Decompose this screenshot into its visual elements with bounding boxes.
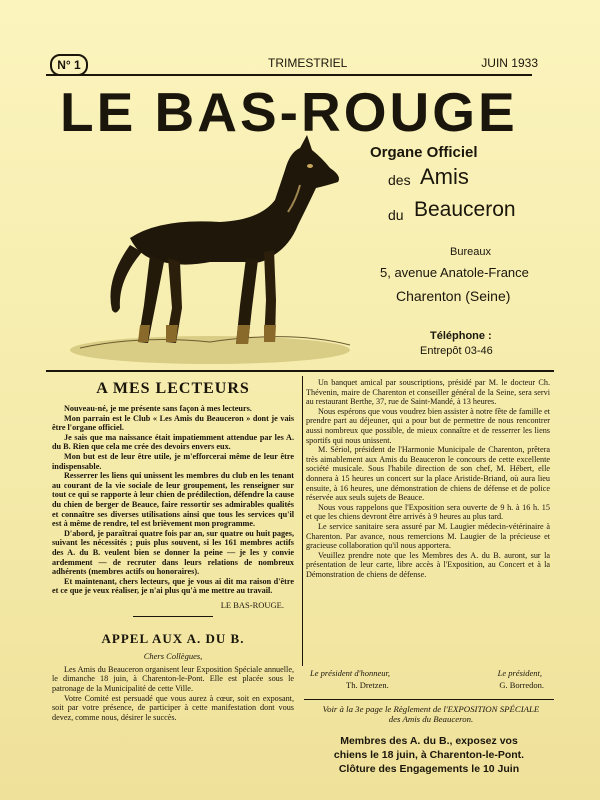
organ-des: des	[388, 172, 411, 188]
periodicity: TRIMESTRIEL	[268, 56, 348, 70]
right-column	[306, 378, 550, 579]
honorary-president-label: Le président d'honneur,	[310, 668, 390, 678]
phone-label: Téléphone :	[430, 330, 492, 342]
phone-value: Entrepôt 03-46	[420, 345, 493, 357]
continued-paragraph: Le service sanitaire sera assuré par M. Laugier médecin-vétérinaire à Charenton. Par avance, nous remercions M. Laugier de la précieuse et gracieuse collaboration qu'il nous apportera.	[306, 521, 550, 551]
beauceron-dog-illustration	[60, 130, 360, 370]
president-name: G. Borredon.	[499, 680, 544, 690]
appeal-title: APPEL AUX A. DU B.	[101, 630, 245, 646]
appeal-paragraph: Votre Comité est persuadé que vous aurez à cœur, soit en exposant, soit par votre présence, de participer à cette manifestation dont vous devez, comme nous, désirer le succès.	[52, 693, 294, 722]
continued-paragraph: Un banquet amical par souscriptions, présidé par M. le docteur Ch. Thévenin, maire de Charenton et conseiller général de la Seine, sera servi au restaurant Berthe, 37, rue de Saint-Mandé, à 13 heures.	[306, 378, 550, 407]
notice-line: chiens le 18 juin, à Charenton-le-Pont.	[333, 749, 525, 761]
header-row	[40, 52, 560, 74]
office-city: Charenton (Seine)	[396, 288, 511, 304]
section-rule	[46, 370, 554, 372]
organ-line: Organe Officiel	[370, 144, 478, 161]
organ-beauceron: Beauceron	[414, 198, 516, 221]
article-title: A MES LECTEURS	[96, 380, 250, 397]
column-divider	[302, 376, 303, 666]
article-paragraph: Mon but est de leur être utile, je m'efforcerai même de leur être indispensable.	[52, 451, 294, 471]
continued-paragraph: Nous vous rappelons que l'Exposition sera ouverte de 9 h. à 16 h. 15 et que les chiens devront être arrivés à 9 heures au plus tard.	[306, 502, 550, 522]
article-paragraph: Mon parrain est le Club « Les Amis du Beauceron » dont je vais être l'organe officiel.	[52, 413, 294, 433]
article-paragraph: Et maintenant, chers lecteurs, que je vous ai dit ma raison d'être et ce que je veux réaliser, je n'ai plus qu'à me mettre au travail.	[52, 576, 294, 596]
article-paragraph: Resserrer les liens qui unissent les membres du club en les tenant au courant de la vie sociale de leur groupement, les renseigner sur tout ce qui se rapporte à leur chien de prédilection, défendre la cause du chien de berger de Beauce, faire ressortir ses admirables qualités et connaître ses diverses utilisations ainsi que tous les services qu'il est à même de rendre, tel est brièvement mon programme.	[52, 471, 294, 529]
office-label: Bureaux	[450, 246, 491, 258]
masthead-title: LE BAS-ROUGE	[60, 81, 518, 143]
article-paragraph: D'abord, je paraîtrai quatre fois par an, sur quatre ou huit pages, suivant les nécessités ; puis plus souvent, si les 161 membres actifs des A. du B. veulent bien se donner la peine — je les y convie ardemment — de recruter dans leurs relations de nombreux adhérents (membres actifs ou honoraires).	[52, 528, 294, 577]
president-label: Le président,	[497, 668, 542, 678]
signatures-row	[306, 668, 550, 696]
left-column	[52, 376, 294, 722]
article-paragraph: Je sais que ma naissance était impatiemment attendue par les A. du B. Rien que cela me crée des devoirs envers eux.	[52, 432, 294, 452]
issue-date: JUIN 1933	[481, 56, 538, 70]
header-rule	[46, 74, 532, 76]
issue-number: N° 1	[50, 54, 88, 76]
separator	[133, 616, 213, 617]
notice-line: Clôture des Engagements le 10 Juin	[338, 763, 520, 775]
appeal-paragraph: Les Amis du Beauceron organisent leur Exposition Spéciale annuelle, le dimanche 18 juin, à Charenton-le-Pont. Elle est placée sous le patronage de la Municipalité de cette Ville.	[52, 664, 294, 694]
office-address: 5, avenue Anatole-France	[380, 265, 529, 280]
notice-rule	[304, 699, 554, 700]
notice-line: Membres des A. du B., exposez vos	[340, 735, 518, 747]
article-paragraph: Nouveau-né, je me présente sans façon à mes lecteurs.	[64, 404, 252, 413]
continued-paragraph: M. Sériol, président de l'Harmonie Municipale de Charenton, prêtera très aimablement aux Amis du Beauceron le concours de cette excellente société musicale. Sous l'habile direction de son chef, M. Hébert, elle donnera à 15 heures un concert sur la place Aristide-Briand, où aura lieu ensuite, à 16 heures, une démonstration de chiens de défense et de police réservée aux seuls sujets de Beauce.	[306, 445, 550, 503]
notice-main	[310, 734, 548, 776]
continued-paragraph: Nous espérons que vous voudrez bien assister à notre fête de famille et prendre part au déjeuner, qui a pour but de permettre de nous rencontrer aussi nombreux que possible, de mieux connaître et de resserrer les liens sportifs qui nous unissent.	[306, 406, 550, 445]
honorary-president-name: Th. Dretzen.	[346, 680, 389, 690]
notice-small: Voir à la 3e page le Règlement de l'EXPOSITION SPÉCIALE des Amis du Beauceron.	[322, 704, 540, 724]
salutation: Chers Collègues,	[143, 650, 203, 661]
organ-amis: Amis	[420, 164, 469, 189]
continued-paragraph: Veuillez prendre note que les Membres des A. du B. auront, sur la présentation de leur carte, libre accès à l'Exposition, au Concert et à la Démonstration de chiens de défense.	[306, 550, 550, 579]
organ-du: du	[388, 207, 404, 223]
article-signature: LE BAS-ROUGE.	[220, 599, 284, 610]
